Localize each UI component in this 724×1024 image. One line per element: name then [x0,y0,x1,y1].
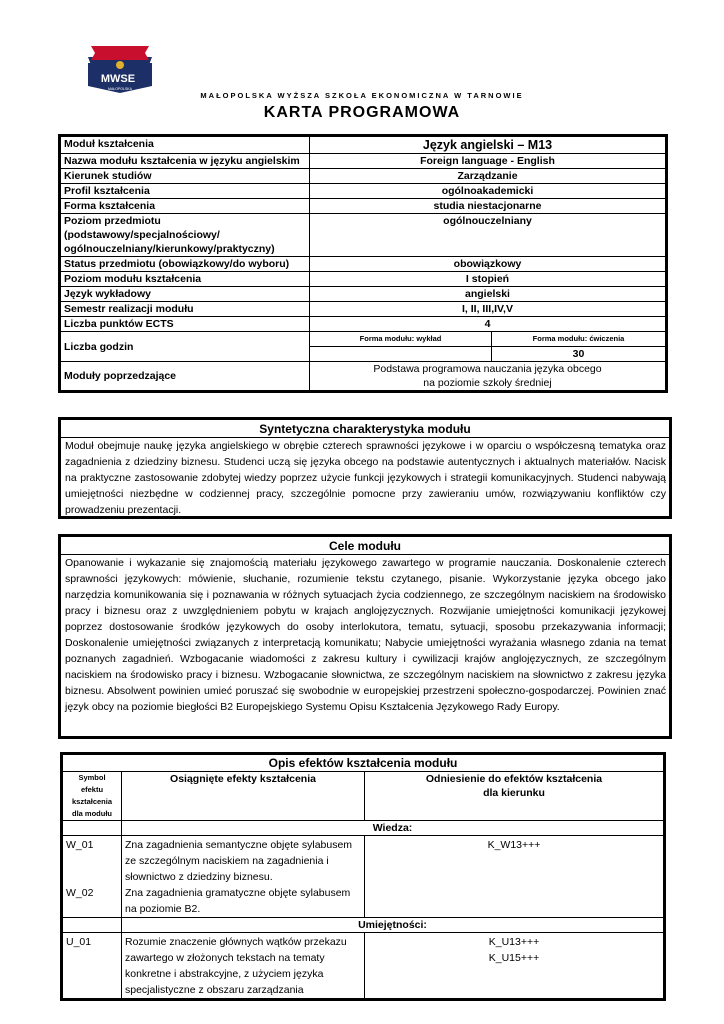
effect-reference [365,933,665,1000]
row-label [60,214,310,257]
table-row [60,184,667,199]
table-row [62,918,665,933]
row-label: Język wykładowy [60,287,310,302]
school-name: MAŁOPOLSKA WYŻSZA SZKOŁA EKONOMICZNA W TARNOWIE [200,91,524,100]
reference-line: K_U15+++ [488,952,540,964]
section-text: Moduł obejmuje naukę języka angielskiego w obrębie czterech sprawności językowe i w oparciu o współczesną tematyka oraz zagadnienia z dziedziny biznesu. Studenci uczą się języka obcego na podstawie autentycznych i aktualnych materiałów. Nacisk na praktyczne zastosowanie zdobytej wiedzy poprzez użycie funkcji językowych i strategii komunikacyjnych. Studenci nabywają umiejętności niezbędne w codziennej pracy, szczególnie pomocne przy zawieraniu umów, rozwiązywaniu konfliktów czy prowadzeniu prezentacji. [65,440,666,516]
effects-table [60,752,666,1001]
page-title: KARTA PROGRAMOWA [263,104,461,121]
prerequisites-value [310,362,667,392]
section-title: Syntetyczna charakterystyka modułu [61,420,669,438]
row-label: Forma kształcenia [60,199,310,214]
row-label: Moduły poprzedzające [60,362,310,392]
table-row [62,933,665,1000]
row-label: Poziom modułu kształcenia [60,272,310,287]
effect-text: Rozumie znaczenie głównych wątków przekazu zawartego w złożonych tekstach na tematy konkretne i abstrakcyjne, z użyciem języka specjalistyczne z obszaru zarządzania [122,933,365,1000]
row-value: obowiązkowy [310,257,667,272]
column-header-reference [365,772,665,821]
table-row [60,302,667,317]
effect-symbol: W_02 [66,887,94,899]
table-row [62,836,665,918]
row-value: ogólnoakademicki [310,184,667,199]
effect-reference: K_W13+++ [365,836,665,918]
row-label-line: Poziom przedmiotu [64,215,161,227]
column-header-symbol [62,772,122,821]
effect-symbol: U_01 [62,933,122,1000]
symbol-cell [62,836,122,918]
row-value: I stopień [310,272,667,287]
row-value: I, II, III,IV,V [310,302,667,317]
exercise-header: Forma modułu: ćwiczenia [492,332,667,347]
effect-description [122,836,365,918]
table-row [60,199,667,214]
empty-cell [62,821,122,836]
goals-section [58,534,672,739]
logo-subtext: MAŁOPOLSKA [108,87,132,91]
column-header-line: dla modułu [72,809,112,818]
table-row [60,332,667,347]
table-row [60,214,667,257]
row-label-line: ogólnouczelniany/kierunkowy/praktyczny) [64,243,275,255]
logo-text: MWSE [100,73,136,85]
module-info-table [58,134,668,393]
row-value: 4 [310,317,667,332]
column-header-line: dla kierunku [483,787,545,799]
row-value: studia niestacjonarne [310,199,667,214]
row-label: Nazwa modułu kształcenia w języku angielskim [60,154,310,169]
column-header-line: efektu [80,785,104,794]
table-row [60,272,667,287]
prerequisites-line: Podstawa programowa nauczania języka obcego [373,363,602,375]
table-row [62,754,665,772]
row-label: Liczba punktów ECTS [60,317,310,332]
column-header-line: Symbol [78,773,106,782]
row-value: angielski [310,287,667,302]
skills-header: Umiejętności: [122,918,665,933]
lecture-header: Forma modułu: wykład [310,332,492,347]
table-row [60,287,667,302]
section-title: Opis efektów kształcenia modułu [62,754,665,772]
section-text: Opanowanie i wykazanie się znajomością materiału językowego zawartego w programie nauczania. Doskonalenie czterech sprawności językowych: mówienie, słuchanie, rozumienie tekstu czytanego, pisanie. Wykorzystanie języka obcego jako narzędzia komunikowania się i poznawania w różnych sytuacjach życia codziennego, ze szczególnym naciskiem na środowisko pracy i biznesu oraz z uwzględnieniem pobytu w krajach anglojęzycznych. Rozwijanie umiejętności komunikacji językowej poprzez dostosowanie środków językowych do osoby interlokutora, tematu, sytuacji, sposobu przekazywania informacji; Doskonalenie umiejętności związanych z interpretacją komunikatu; Nabycie umiejętności wyrażania własnego zdania na temat poznanych zagadnień. Wzbogacanie wiadomości z zakresu kultury i cywilizacji krajów anglojęzycznych, ze szczególnym naciskiem na środowisko pracy i biznesu. Wzbogacanie słownictwa, ze szczególnym naciskiem na słownictwo z zakresu języka biznesu. Absolwent powinien umieć poruszać się swobodnie w europejskiej przestrzeni społeczno-gospodarczej. Powinien znać język obcy na poziomie biegłości B2 Europejskiego Systemu Opisu Kształcenia Językowego Rady Europy. [65,557,666,713]
effect-symbol: W_01 [66,839,94,851]
row-value: ogólnouczelniany [310,214,667,257]
effect-text: Zna zagadnienia gramatyczne objęte sylabusem na poziomie B2. [125,887,351,915]
row-label: Moduł kształcenia [60,136,310,154]
reference-line: K_U13+++ [488,936,540,948]
row-label: Semestr realizacji modułu [60,302,310,317]
knowledge-header: Wiedza: [122,821,665,836]
table-row [60,362,667,392]
synthetic-section [58,417,672,519]
empty-cell [62,918,122,933]
row-label: Liczba godzin [60,332,310,362]
row-value: Zarządzanie [310,169,667,184]
table-row [62,772,665,821]
table-row [60,154,667,169]
table-row [60,169,667,184]
row-label: Profil kształcenia [60,184,310,199]
table-row [62,821,665,836]
table-row [60,317,667,332]
prerequisites-line: na poziomie szkoły średniej [423,377,552,389]
module-name-value: Język angielski – M13 [310,136,667,154]
column-header-line: Odniesienie do efektów kształcenia [425,773,603,785]
effect-text: Zna zagadnienia semantyczne objęte sylabusem ze szczególnym naciskiem na zagadnienia i słownictwo z dziedziny biznesu. [125,839,353,883]
school-logo [85,43,155,97]
exercise-hours: 30 [492,347,667,362]
column-header-line: kształcenia [71,797,113,806]
lecture-hours [310,347,492,362]
section-title: Cele modułu [61,537,669,555]
table-row [60,257,667,272]
column-header-effects: Osiągnięte efekty kształcenia [122,772,365,821]
row-label-line: (podstawowy/specjalnościowy/ [64,229,220,241]
row-label: Status przedmiotu (obowiązkowy/do wyboru) [60,257,310,272]
table-row [60,136,667,154]
row-value: Foreign language - English [310,154,667,169]
row-label: Kierunek studiów [60,169,310,184]
